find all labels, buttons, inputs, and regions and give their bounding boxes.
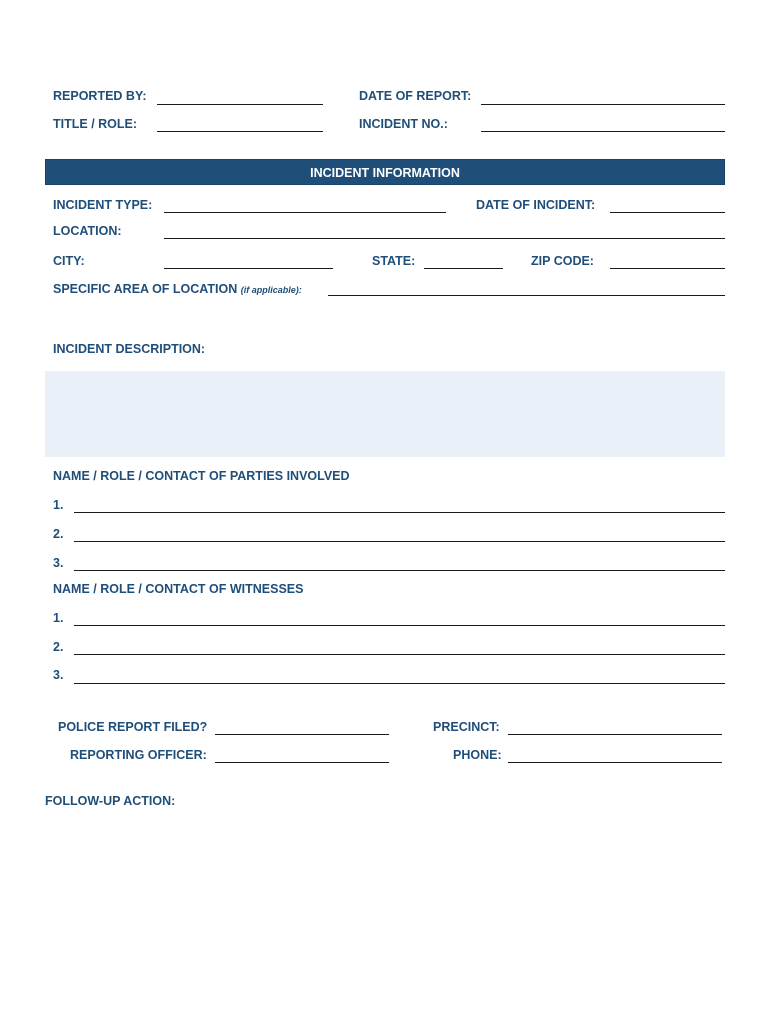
incident-information-banner [45, 159, 725, 185]
date-of-incident-field[interactable] [610, 212, 725, 213]
police-report-filed-label: POLICE REPORT FILED? [58, 720, 208, 734]
city-field[interactable] [164, 268, 333, 269]
party-1-field[interactable] [74, 512, 725, 513]
reporting-officer-label: REPORTING OFFICER: [70, 748, 207, 762]
witness-2-field[interactable] [74, 654, 725, 655]
reported-by-field[interactable] [157, 104, 323, 105]
state-field[interactable] [424, 268, 503, 269]
zip-code-label: ZIP CODE: [531, 254, 594, 268]
specific-area-label [53, 282, 302, 297]
party-number-1: 1. [53, 498, 64, 512]
witnesses-heading: NAME / ROLE / CONTACT OF WITNESSES [53, 582, 304, 596]
party-number-3: 3. [53, 556, 64, 570]
witness-number-1: 1. [53, 611, 64, 625]
title-role-field[interactable] [157, 131, 323, 132]
reported-by-label: REPORTED BY: [53, 89, 147, 103]
parties-involved-heading: NAME / ROLE / CONTACT OF PARTIES INVOLVED [53, 469, 350, 483]
specific-area-text: SPECIFIC AREA OF LOCATION [53, 282, 238, 296]
incident-no-label: INCIDENT NO.: [359, 117, 448, 131]
incident-type-field[interactable] [164, 212, 446, 213]
location-label: LOCATION: [53, 224, 122, 238]
reporting-officer-field[interactable] [215, 762, 389, 763]
follow-up-action-label: FOLLOW-UP ACTION: [45, 794, 176, 808]
precinct-label: PRECINCT: [433, 720, 500, 734]
incident-description-label: INCIDENT DESCRIPTION: [53, 342, 206, 356]
phone-label: PHONE: [453, 748, 502, 762]
precinct-field[interactable] [508, 734, 722, 735]
location-field[interactable] [164, 238, 725, 239]
party-3-field[interactable] [74, 570, 725, 571]
witness-number-3: 3. [53, 668, 64, 682]
party-number-2: 2. [53, 527, 64, 541]
witness-number-2: 2. [53, 640, 64, 654]
incident-description-box[interactable] [45, 371, 725, 457]
phone-field[interactable] [508, 762, 722, 763]
incident-type-label: INCIDENT TYPE: [53, 198, 153, 212]
state-label: STATE: [372, 254, 416, 268]
city-label: CITY: [53, 254, 85, 268]
incident-information-title: INCIDENT INFORMATION [310, 166, 460, 180]
if-applicable-note: (if applicable): [240, 285, 302, 295]
title-role-label: TITLE / ROLE: [53, 117, 138, 131]
police-report-filed-field[interactable] [215, 734, 389, 735]
witness-3-field[interactable] [74, 683, 725, 684]
zip-code-field[interactable] [610, 268, 725, 269]
date-of-incident-label: DATE OF INCIDENT: [476, 198, 596, 212]
date-of-report-label: DATE OF REPORT: [359, 89, 472, 103]
date-of-report-field[interactable] [481, 104, 725, 105]
party-2-field[interactable] [74, 541, 725, 542]
incident-no-field[interactable] [481, 131, 725, 132]
specific-area-field[interactable] [328, 295, 725, 296]
witness-1-field[interactable] [74, 625, 725, 626]
